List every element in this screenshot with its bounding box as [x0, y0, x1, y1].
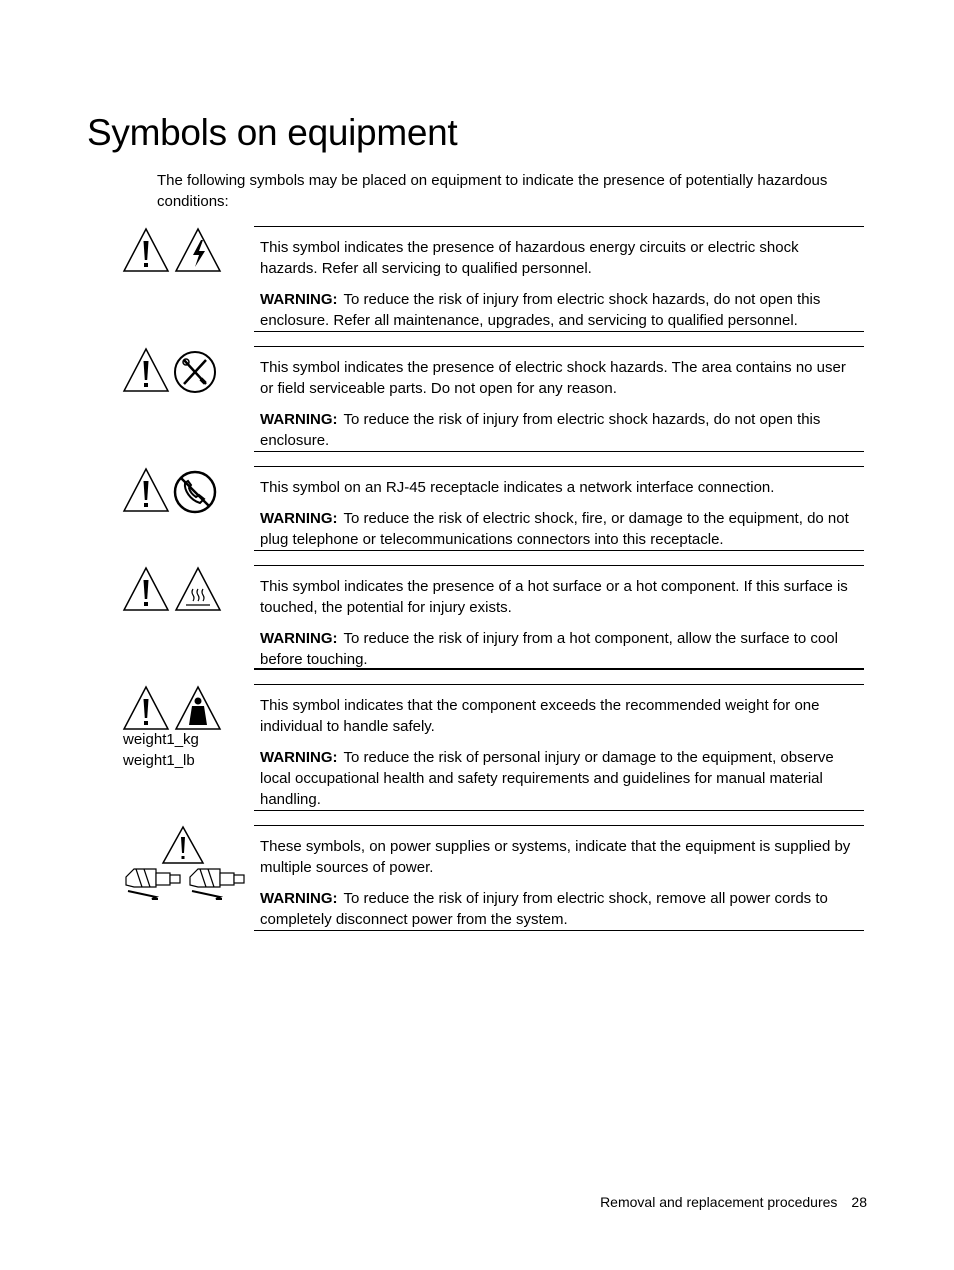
- symbol-icons-4: [122, 565, 224, 615]
- warning-body: To reduce the risk of injury from electric shock, remove all power cords to completely disconnect power from the system.: [260, 890, 828, 928]
- warning-body: To reduce the risk of electric shock, fire, or damage to the equipment, do not plug telephone or telecommunications connectors into this receptacle.: [260, 510, 849, 548]
- warning-body: To reduce the risk of injury from electric shock hazards, do not open this enclosure.: [260, 411, 821, 449]
- symbol-icons-3: [122, 466, 224, 516]
- symbol-description-cell-5: [254, 684, 864, 811]
- warning-triangle-icon: [124, 229, 168, 271]
- warning-text: [260, 888, 860, 930]
- warning-triangle-icon: [124, 568, 168, 610]
- warning-triangle-icon: [163, 827, 203, 863]
- symbol-description: This symbol indicates the presence of a hot surface or a hot component. If this surface is touched, the potential for injury exists.: [260, 578, 848, 616]
- warning-body: To reduce the risk of personal injury or damage to the equipment, observe local occupational health and safety requirements and guidelines for manual material handling.: [260, 749, 834, 808]
- page-number: 28: [851, 1194, 867, 1210]
- warning-label: WARNING:: [260, 630, 338, 647]
- warning-label: WARNING:: [260, 890, 338, 907]
- warning-label: WARNING:: [260, 411, 338, 428]
- page-title: Symbols on equipment: [87, 112, 458, 153]
- warning-triangle-icon: [124, 469, 168, 511]
- warning-text: [260, 289, 860, 331]
- warning-text: [260, 747, 860, 810]
- weight-caption-kg: weight1_kg: [123, 731, 199, 748]
- warning-text: [260, 409, 860, 451]
- symbol-description: This symbol indicates that the component exceeds the recommended weight for one individual to handle safely.: [260, 697, 820, 735]
- symbol-description-cell-6: [254, 825, 864, 931]
- no-telephone-icon: [175, 472, 215, 512]
- warning-body: To reduce the risk of injury from electric shock hazards, do not open this enclosure. Refer all maintenance, upgrades, and servicing to qualified personnel.: [260, 291, 821, 329]
- heavy-weight-icon: [176, 687, 220, 729]
- page-footer: [600, 1194, 867, 1210]
- symbol-icons-6: [122, 825, 248, 905]
- symbol-description-cell-4: [254, 565, 864, 670]
- symbol-description: These symbols, on power supplies or systems, indicate that the equipment is supplied by multiple sources of power.: [260, 838, 851, 876]
- warning-label: WARNING:: [260, 510, 338, 527]
- symbol-icons-5: [122, 684, 224, 734]
- footer-section-title: Removal and replacement procedures: [600, 1194, 838, 1210]
- warning-text: [260, 508, 860, 550]
- weight-caption: [123, 729, 199, 771]
- symbol-description: This symbol indicates the presence of hazardous energy circuits or electric shock hazards. Refer all servicing to qualified personnel.: [260, 239, 799, 277]
- warning-text: [260, 628, 860, 670]
- symbol-description: This symbol indicates the presence of electric shock hazards. The area contains no user or field serviceable parts. Do not open for any reason.: [260, 359, 846, 397]
- no-tools-icon: [175, 352, 215, 392]
- warning-label: WARNING:: [260, 749, 338, 766]
- warning-label: WARNING:: [260, 291, 338, 308]
- warning-triangle-icon: [124, 687, 168, 729]
- warning-triangle-icon: [124, 349, 168, 391]
- multiple-power-sources-icon: [126, 869, 244, 899]
- symbol-icons-1: [122, 226, 224, 276]
- hot-surface-icon: [176, 568, 220, 610]
- electrical-hazard-icon: [176, 229, 220, 271]
- warning-body: To reduce the risk of injury from a hot component, allow the surface to cool before touching.: [260, 630, 838, 668]
- symbol-description-cell-1: [254, 226, 864, 332]
- symbol-description: This symbol on an RJ-45 receptacle indicates a network interface connection.: [260, 479, 775, 496]
- symbol-description-cell-2: [254, 346, 864, 452]
- symbol-icons-2: [122, 346, 224, 396]
- intro-paragraph: The following symbols may be placed on equipment to indicate the presence of potentially hazardous conditions:: [157, 172, 828, 210]
- symbol-description-cell-3: [254, 466, 864, 551]
- weight-caption-lb: weight1_lb: [123, 752, 195, 769]
